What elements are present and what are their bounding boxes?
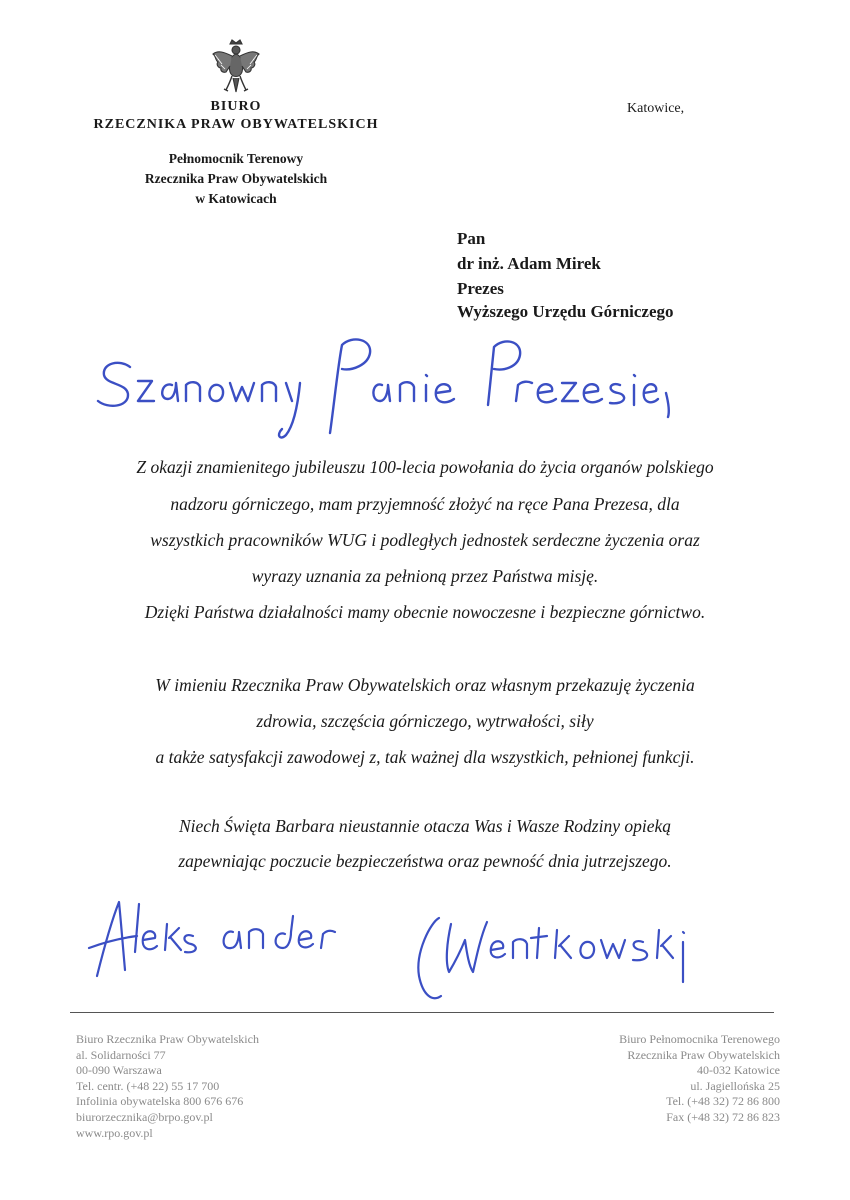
place-date: Katowice,: [627, 101, 685, 116]
org-label: BIURO: [210, 99, 262, 114]
footer-address-katowice: [619, 1032, 780, 1126]
footer-line: 40-032 Katowice: [697, 1063, 780, 1078]
body-line: W imieniu Rzecznika Praw Obywatelskich oraz własnym przekazuję życzenia: [155, 675, 695, 695]
footer-line: Infolinia obywatelska 800 676 676: [76, 1094, 244, 1109]
footer-line: Tel. centr. (+48 22) 55 17 700: [76, 1078, 220, 1093]
recipient-position: Prezes: [457, 279, 504, 298]
footer-line: Biuro Rzecznika Praw Obywatelskich: [76, 1032, 259, 1046]
body-line: Z okazji znamienitego jubileuszu 100-lecia powołania do życia organów polskiego: [136, 457, 714, 477]
body-line: nadzoru górniczego, mam przyjemność złożyć na ręce Pana Prezesa, dla: [170, 494, 680, 514]
footer-divider: [70, 1012, 774, 1013]
body-line: zapewniając poczucie bezpieczeństwa oraz pewność dnia jutrzejszego.: [178, 851, 672, 871]
polish-eagle-emblem-icon: [210, 38, 262, 94]
body-line: Niech Święta Barbara nieustannie otacza Was i Wasze Rodziny opieką: [178, 816, 672, 836]
recipient-name: dr inż. Adam Mirek: [457, 254, 601, 273]
footer-line: al. Solidarności 77: [76, 1047, 166, 1062]
footer-line: Tel. (+48 32) 72 86 800: [666, 1094, 780, 1109]
office-title-line3: w Katowicach: [195, 191, 277, 206]
body-line: wszystkich pracowników WUG i podległych jednostek serdeczne życzenia oraz: [150, 530, 700, 550]
body-line: wyrazy uznania za pełnioną przez Państwa misję.: [251, 566, 599, 586]
office-title-line1: Pełnomocnik Terenowy: [168, 151, 304, 166]
footer-line: biurorzecznika@brpo.gov.pl: [76, 1109, 213, 1124]
footer-line: 00-090 Warszawa: [76, 1063, 162, 1078]
body-line: Dzięki Państwa działalności mamy obecnie nowoczesne i bezpieczne górnictwo.: [144, 602, 706, 622]
footer-line: Biuro Pełnomocnika Terenowego: [619, 1032, 780, 1046]
handwritten-greeting: [90, 325, 680, 450]
footer-line: www.rpo.gov.pl: [76, 1125, 153, 1140]
footer-line: ul. Jagiellońska 25: [690, 1078, 780, 1093]
org-name: RZECZNIKA PRAW OBYWATELSKICH: [93, 117, 379, 132]
footer-line: Rzecznika Praw Obywatelskich: [627, 1047, 780, 1062]
handwritten-signature: [85, 892, 705, 1012]
body-line: zdrowia, szczęścia górniczego, wytrwałości, siły: [256, 711, 594, 731]
footer-address-warsaw: [76, 1032, 259, 1141]
recipient-institution: Wyższego Urzędu Górniczego: [457, 302, 674, 321]
footer-line: Fax (+48 32) 72 86 823: [666, 1109, 780, 1124]
office-title-line2: Rzecznika Praw Obywatelskich: [144, 171, 328, 186]
recipient-salutation: Pan: [457, 229, 486, 248]
body-line: a także satysfakcji zawodowej z, tak ważnej dla wszystkich, pełnionej funkcji.: [155, 747, 695, 767]
